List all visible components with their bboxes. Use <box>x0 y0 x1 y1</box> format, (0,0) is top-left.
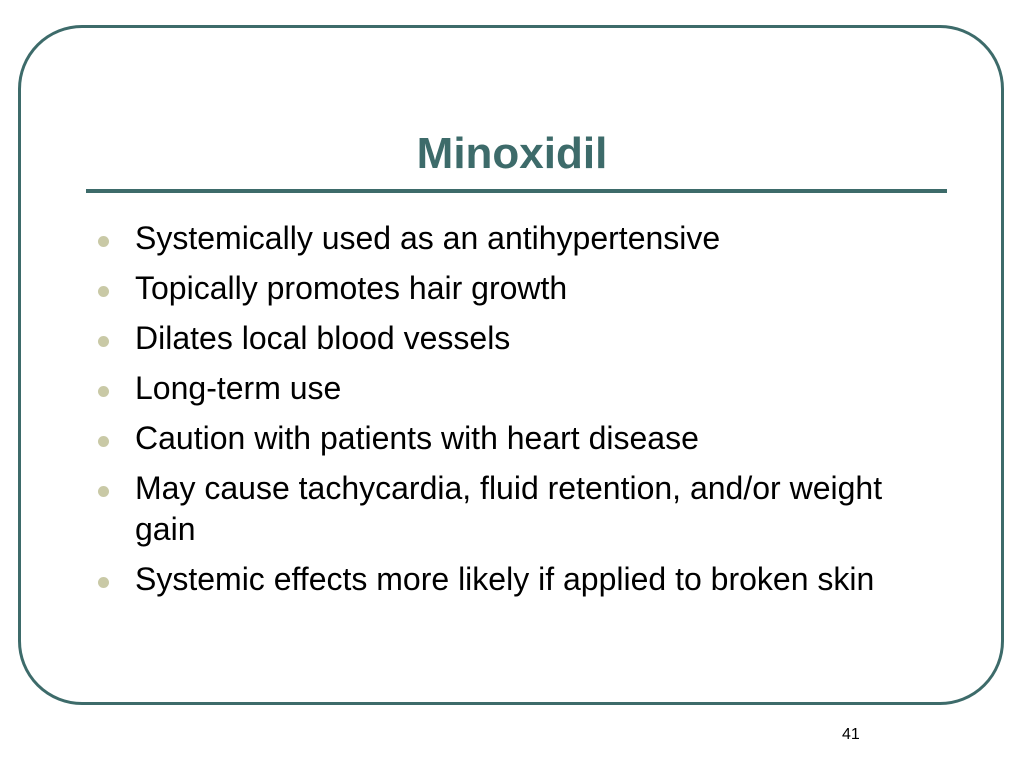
slide-title: Minoxidil <box>416 129 608 178</box>
bullet-item <box>98 418 928 459</box>
bullet-item <box>98 559 928 600</box>
bullet-text: Caution with patients with heart disease <box>135 420 699 456</box>
bullet-dot-icon <box>98 236 109 247</box>
title-divider <box>86 189 947 193</box>
bullet-item <box>98 218 928 259</box>
bullet-text: Long-term use <box>135 370 342 406</box>
bullet-text: Topically promotes hair growth <box>135 270 568 306</box>
bullet-list <box>98 218 928 609</box>
bullet-dot-icon <box>98 336 109 347</box>
bullet-item <box>98 368 928 409</box>
bullet-item <box>98 318 928 359</box>
bullet-text: Systemic effects more likely if applied to broken skin <box>135 561 875 597</box>
bullet-dot-icon <box>98 386 109 397</box>
bullet-text: May cause tachycardia, fluid retention, and/or weight gain <box>135 470 883 547</box>
bullet-dot-icon <box>98 486 109 497</box>
bullet-text: Systemically used as an antihypertensive <box>135 220 721 256</box>
page-number: 41 <box>842 726 860 743</box>
bullet-dot-icon <box>98 286 109 297</box>
bullet-dot-icon <box>98 436 109 447</box>
bullet-item <box>98 468 928 550</box>
bullet-text: Dilates local blood vessels <box>135 320 511 356</box>
bullet-dot-icon <box>98 577 109 588</box>
bullet-item <box>98 268 928 309</box>
